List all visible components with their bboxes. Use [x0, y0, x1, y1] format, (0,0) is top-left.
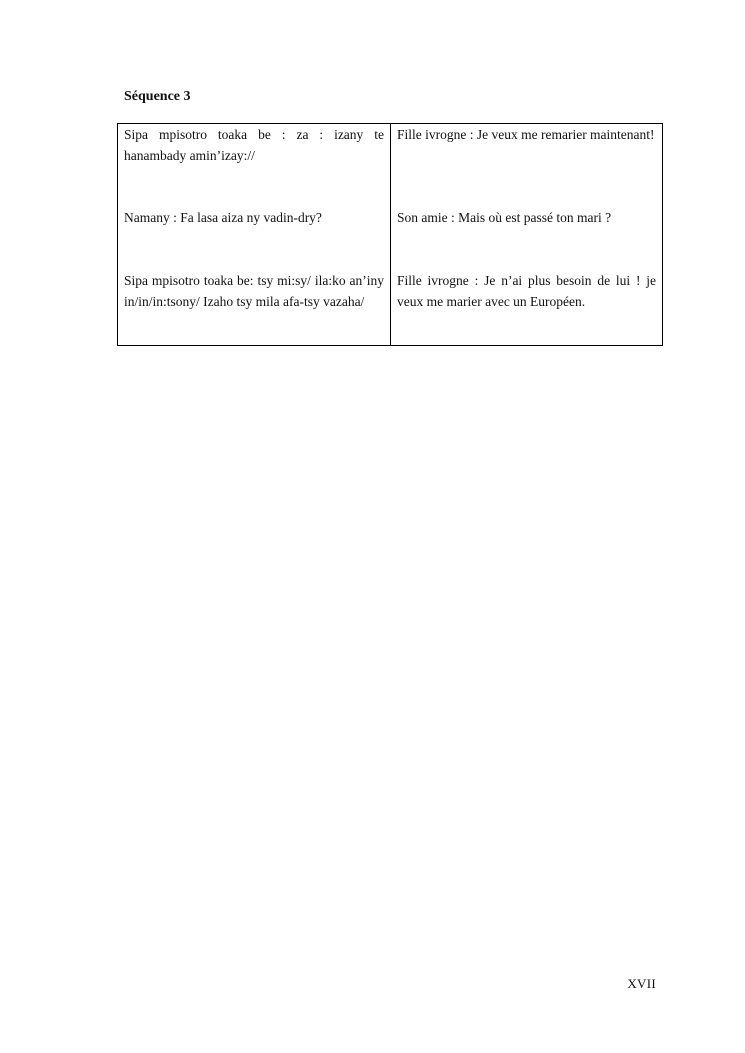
french-column [391, 124, 662, 345]
dialogue-table [117, 123, 663, 346]
malagasy-column [118, 124, 391, 345]
malagasy-cell-1: Sipa mpisotro toaka be : za : izany te hanambady amin’izay:// [124, 127, 384, 163]
french-cell-3: Fille ivrogne : Je n’ai plus besoin de lui ! je veux me marier avec un Européen. [397, 273, 656, 309]
malagasy-cell-3: Sipa mpisotro toaka be: tsy mi:sy/ ila:ko an’iny in/in/in:tsony/ Izaho tsy mila afa-tsy vazaha/ [124, 273, 384, 309]
french-cell-2: Son amie : Mais où est passé ton mari ? [397, 210, 612, 225]
page-number: XVII [627, 976, 656, 991]
malagasy-cell-2: Namany : Fa lasa aiza ny vadin-dry? [124, 210, 322, 225]
section-heading: Séquence 3 [124, 89, 191, 104]
french-cell-1: Fille ivrogne : Je veux me remarier maintenant! [397, 127, 655, 142]
